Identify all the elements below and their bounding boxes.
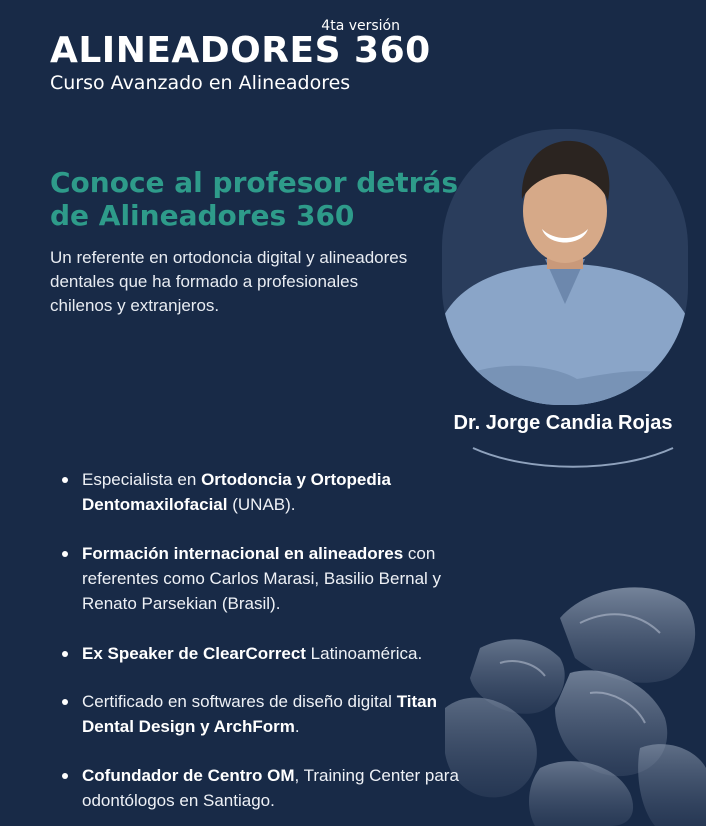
bullet-highlight: Cofundador de Centro OM xyxy=(82,766,295,785)
course-brand-title: ALINEADORES 360 xyxy=(50,30,431,71)
list-item xyxy=(62,641,492,666)
bullet-highlight: Titan Dental Design y ArchForm xyxy=(82,692,437,736)
bullet-text: Certificado en softwares de diseño digital xyxy=(82,692,397,711)
bullet-text: , Training Center para odontólogos en Santiago. xyxy=(82,766,459,810)
bullet-highlight: Ex Speaker de ClearCorrect xyxy=(82,644,306,663)
bullet-text: (UNAB). xyxy=(227,495,296,514)
intro-paragraph: Un referente en ortodoncia digital y alineadores dentales que ha formado a profesionales chilenos y extranjeros. xyxy=(50,248,408,315)
list-item xyxy=(62,467,492,517)
bullet-text: Latinoamérica. xyxy=(305,644,423,663)
bullet-text: . xyxy=(294,717,300,736)
bullet-highlight: Formación internacional en alineadores xyxy=(82,544,404,563)
list-item xyxy=(62,541,492,616)
course-subtitle: Curso Avanzado en Alineadores xyxy=(50,72,351,94)
bullet-text: Especialista en xyxy=(82,470,202,489)
bullet-highlight: Ortodoncia y Ortopedia Dentomaxilofacial xyxy=(82,470,391,514)
bullet-text: con referentes como Carlos Marasi, Basilio Bernal y Renato Parsekian (Brasil). xyxy=(82,544,442,613)
professor-photo xyxy=(442,129,688,405)
version-label: 4ta versión xyxy=(321,18,400,34)
course-header xyxy=(50,16,431,96)
list-item xyxy=(62,763,492,813)
section-title: Conoce al profesor detrás de Alineadores 360 xyxy=(50,166,459,232)
list-item xyxy=(62,689,492,739)
professor-name: Dr. Jorge Candia Rojas xyxy=(453,412,673,434)
credentials-list xyxy=(62,467,492,813)
